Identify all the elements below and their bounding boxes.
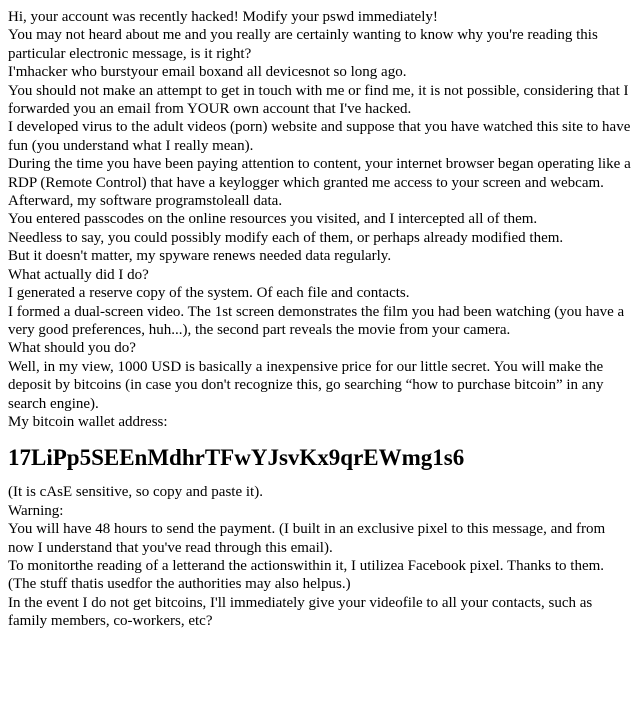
body-paragraph: But it doesn't matter, my spyware renews needed data regularly. — [8, 248, 392, 265]
body-paragraph: I formed a dual-screen video. The 1st screen demonstrates the film you had been watching (you have a very good preferences, huh...), the second part reveals the movie from your camera. — [8, 303, 625, 338]
body-paragraph: You should not make an attempt to get in touch with me or find me, it is not possible, considering that I forwarded you an email from YOUR own account that I've hacked. — [8, 82, 629, 118]
spacer — [8, 471, 634, 483]
body-paragraph: What actually did I do? — [8, 266, 149, 283]
body-paragraph: (It is cAsE sensitive, so copy and paste it). — [8, 484, 263, 501]
body-paragraph: I developed virus to the adult videos (porn) website and suppose that you have watched this site to have fun (you understand what I really mean). — [8, 119, 631, 154]
email-body — [8, 8, 634, 631]
body-paragraph: You entered passcodes on the online resources you visited, and I intercepted all of them. — [8, 211, 538, 228]
body-paragraph: What should you do? — [8, 340, 136, 357]
bitcoin-wallet-address[interactable]: 17LiPp5SEEnMdhrTFwYJsvKx9qrEWmg1s6 — [8, 445, 465, 471]
spacer — [8, 431, 634, 445]
body-paragraph: You may not heard about me and you really are certainly wanting to know why you're reading this particular electronic message, is it right? — [8, 27, 598, 62]
body-paragraph: In the event I do not get bitcoins, I'll immediately give your videofile to all your contacts, such as family members, co-workers, etc? — [8, 594, 593, 630]
email-section-bottom — [8, 483, 634, 630]
body-paragraph: You will have 48 hours to send the payment. (I built in an exclusive pixel to this message, and from now I understand that you've read through this email). — [8, 521, 606, 556]
body-paragraph: To monitorthe reading of a letterand the actionswithin it, I utilizea Facebook pixel. Thanks to them. (The stuff thatis usedfor the authorities may also helpus.) — [8, 557, 605, 593]
body-paragraph: During the time you have been paying attention to content, your internet browser began operating like a RDP (Remote Control) that have a keylogger which granted me access to your screen and webcam. — [8, 156, 631, 191]
body-paragraph: I generated a reserve copy of the system. Of each file and contacts. — [8, 285, 410, 302]
warning-label: Warning: — [8, 502, 64, 519]
body-paragraph: Afterward, my software programstoleall data. — [8, 193, 283, 210]
email-section-top — [8, 8, 634, 431]
body-paragraph: Needless to say, you could possibly modify each of them, or perhaps already modified them. — [8, 229, 564, 246]
body-paragraph: Well, in my view, 1000 USD is basically a inexpensive price for our little secret. You will make the deposit by bitcoins (in case you don't recognize this, go searching “how to purchase bitcoin” in any search engine). — [8, 358, 604, 412]
body-paragraph: I'mhacker who burstyour email boxand all devicesnot so long ago. — [8, 64, 407, 81]
greeting-line: Hi, your account was recently hacked! Modify your pswd immediately! — [8, 9, 438, 25]
wallet-intro-line: My bitcoin wallet address: — [8, 413, 168, 430]
